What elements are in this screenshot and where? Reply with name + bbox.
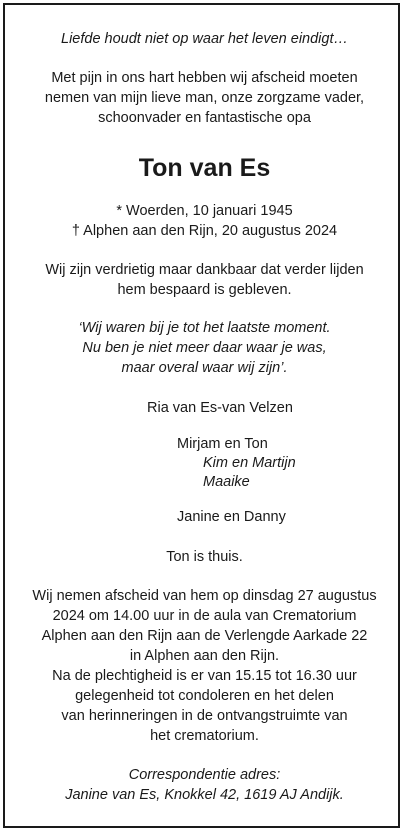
intro-line: Met pijn in ons hart hebben wij afscheid moeten bbox=[51, 70, 358, 86]
child-family: Mirjam en Ton bbox=[177, 436, 268, 452]
ceremony-line: het crematorium. bbox=[150, 728, 259, 744]
quote-line: Nu ben je niet meer daar waar je was, bbox=[82, 340, 327, 356]
quote-line: ‘Wij waren bij je tot het laatste moment. bbox=[78, 320, 331, 336]
grief-line: Wij zijn verdrietig maar dankbaar dat verder lijden bbox=[45, 262, 364, 278]
ceremony-line: Na de plechtigheid is er van 15.15 tot 16.30 uur bbox=[52, 668, 357, 684]
motto: Liefde houdt niet op waar het leven eindigt… bbox=[61, 31, 348, 47]
quote-line: maar overal waar wij zijn’. bbox=[121, 360, 288, 376]
death-date: † Alphen aan den Rijn, 20 augustus 2024 bbox=[71, 223, 338, 239]
intro-line: nemen van mijn lieve man, onze zorgzame vader, bbox=[44, 90, 365, 106]
ceremony-line: Alphen aan den Rijn aan de Verlengde Aarkade 22 bbox=[41, 628, 368, 644]
intro-line: schoonvader en fantastische opa bbox=[98, 110, 311, 126]
correspondence-address: Janine van Es, Knokkel 42, 1619 AJ Andijk. bbox=[65, 787, 344, 803]
ceremony-line: Wij nemen afscheid van hem op dinsdag 27 augustus bbox=[32, 588, 377, 604]
wife-name: Ria van Es-van Velzen bbox=[147, 400, 293, 416]
grandchild-names: Maaike bbox=[203, 474, 250, 490]
child-family: Janine en Danny bbox=[177, 509, 286, 525]
ceremony-line: 2024 om 14.00 uur in de aula van Crematorium bbox=[52, 608, 357, 624]
deceased-name: Ton van Es bbox=[138, 154, 271, 182]
birth-date: * Woerden, 10 januari 1945 bbox=[116, 203, 293, 219]
home-notice: Ton is thuis. bbox=[166, 549, 243, 565]
correspondence-label: Correspondentie adres: bbox=[128, 767, 281, 783]
grandchild-names: Kim en Martijn bbox=[203, 455, 296, 471]
ceremony-line: van herinneringen in de ontvangstruimte van bbox=[61, 708, 348, 724]
ceremony-line: gelegenheid tot condoleren en het delen bbox=[75, 688, 334, 704]
grief-line: hem bespaard is gebleven. bbox=[117, 282, 292, 298]
ceremony-line: in Alphen aan den Rijn. bbox=[129, 648, 280, 664]
